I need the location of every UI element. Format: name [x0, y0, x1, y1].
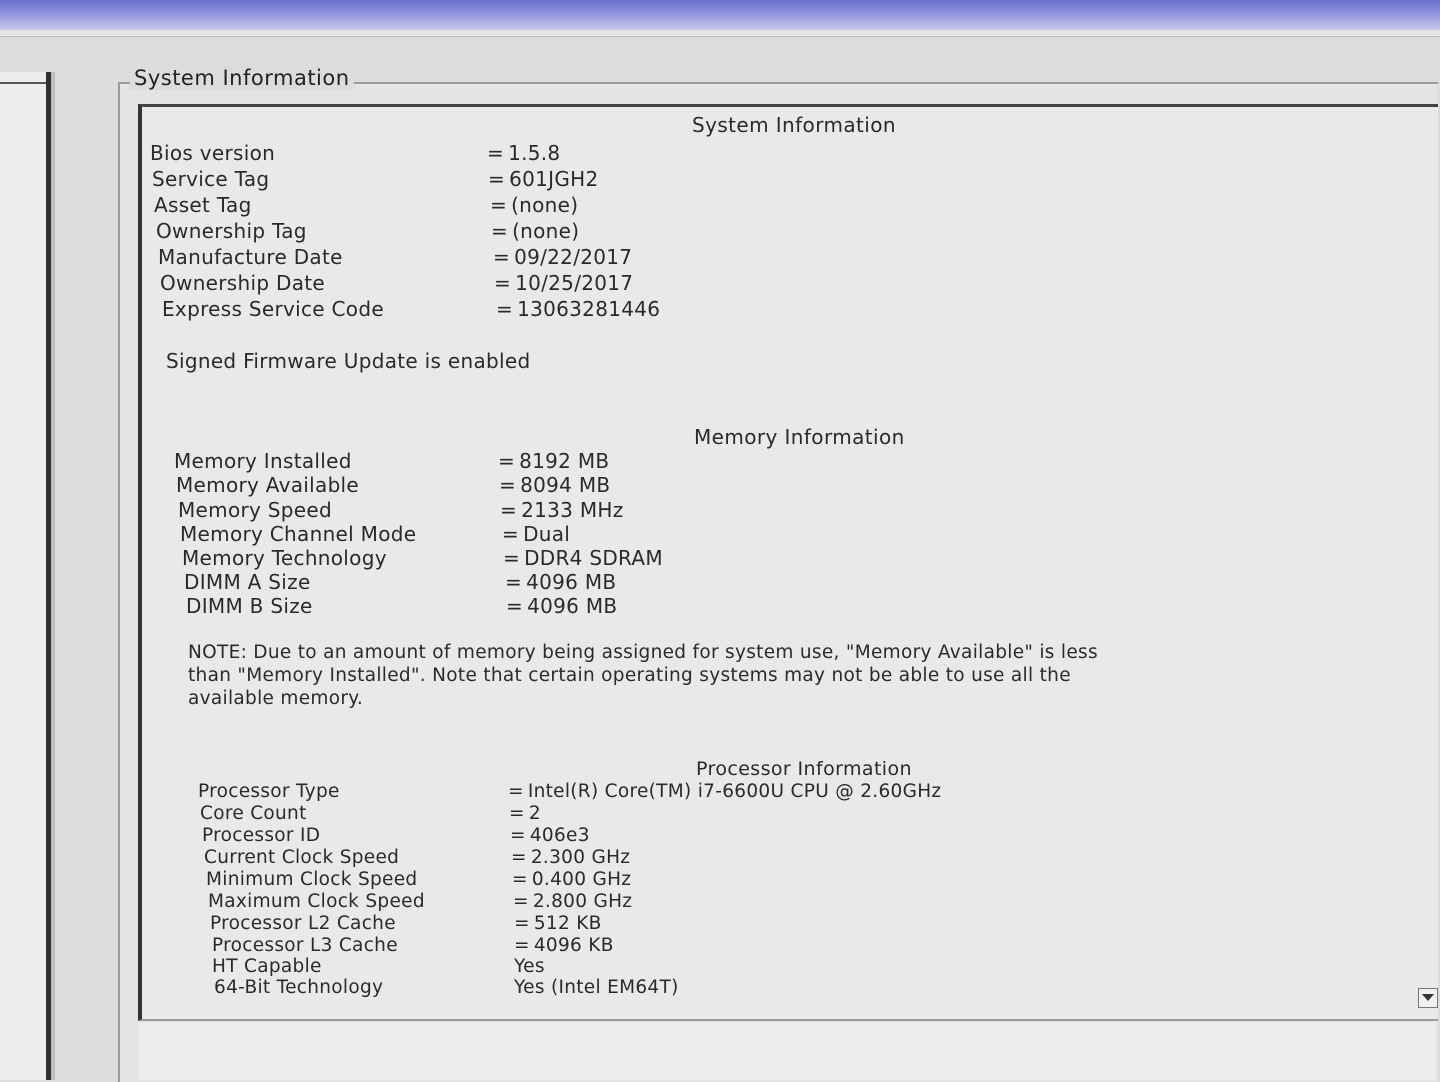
value-text: 4096 KB	[533, 935, 614, 956]
scroll-down-button[interactable]	[1418, 988, 1438, 1008]
value-text: Yes	[514, 956, 545, 977]
equals-sign: =	[514, 935, 530, 956]
information-scroll-area[interactable]	[138, 104, 1438, 1021]
value-text: Intel(R) Core(TM) i7-6600U CPU @ 2.60GHz	[527, 781, 942, 802]
window-title-bar	[0, 0, 1440, 30]
processor-section-title: Processor Information	[696, 758, 912, 780]
row-value	[509, 803, 541, 824]
row-value	[488, 167, 599, 191]
row-label: Core Count	[200, 803, 307, 824]
value-text: 09/22/2017	[514, 245, 633, 269]
equals-sign: =	[511, 847, 527, 868]
row-value	[506, 594, 617, 618]
equals-sign: =	[503, 546, 521, 570]
row-value	[514, 956, 545, 977]
value-text: (none)	[511, 193, 579, 217]
value-text: DDR4 SDRAM	[524, 546, 663, 570]
row-value	[499, 473, 610, 497]
value-text: 2	[528, 803, 541, 824]
value-text: 8094 MB	[520, 473, 611, 497]
value-text: 2133 MHz	[521, 498, 624, 522]
chevron-down-icon	[1422, 994, 1434, 1002]
row-value	[503, 546, 663, 570]
row-value	[494, 271, 633, 295]
value-text: 4096 MB	[527, 594, 618, 618]
equals-sign: =	[488, 167, 506, 191]
bottom-button-area	[138, 1022, 1436, 1080]
equals-sign: =	[493, 245, 511, 269]
equals-sign: =	[494, 271, 512, 295]
row-label: Maximum Clock Speed	[208, 891, 425, 912]
equals-sign: =	[512, 869, 528, 890]
settings-tree-panel[interactable]	[0, 72, 51, 1080]
equals-sign: =	[491, 219, 509, 243]
row-value	[487, 141, 560, 165]
equals-sign: =	[513, 891, 529, 912]
system-section-title: System Information	[692, 113, 896, 137]
row-label: Processor L2 Cache	[210, 913, 396, 934]
row-label: Memory Available	[176, 473, 360, 497]
row-label: Service Tag	[152, 167, 270, 191]
memory-note-line: NOTE: Due to an amount of memory being assigned for system use, "Memory Available" is less	[188, 642, 1098, 663]
row-label: Processor ID	[202, 825, 321, 846]
row-value	[502, 522, 570, 546]
row-value	[514, 935, 614, 956]
value-text: Yes (Intel EM64T)	[514, 977, 679, 998]
row-label: Processor L3 Cache	[212, 935, 398, 956]
value-text: 0.400 GHz	[531, 869, 632, 890]
row-label: Bios version	[150, 141, 276, 165]
row-value	[493, 245, 632, 269]
row-value	[496, 297, 660, 321]
equals-sign: =	[509, 803, 525, 824]
equals-sign: =	[487, 141, 505, 165]
equals-sign: =	[505, 570, 523, 594]
value-text: 601JGH2	[509, 167, 599, 191]
row-label: Memory Installed	[174, 449, 352, 473]
row-label: Minimum Clock Speed	[206, 869, 418, 890]
row-label: Memory Technology	[182, 546, 387, 570]
row-label: Ownership Date	[160, 271, 326, 295]
value-text: 2.800 GHz	[532, 891, 633, 912]
equals-sign: =	[499, 473, 517, 497]
value-text: 8192 MB	[519, 449, 610, 473]
row-value	[490, 193, 578, 217]
value-text: 1.5.8	[508, 141, 561, 165]
value-text: 4096 MB	[526, 570, 617, 594]
value-text: 512 KB	[533, 913, 602, 934]
equals-sign: =	[508, 781, 524, 802]
row-value	[508, 781, 941, 802]
row-value	[491, 219, 579, 243]
value-text: Dual	[523, 522, 571, 546]
row-label: Current Clock Speed	[204, 847, 400, 868]
value-text: 13063281446	[517, 297, 661, 321]
row-value	[500, 498, 624, 522]
equals-sign: =	[514, 913, 530, 934]
row-value	[511, 847, 630, 868]
row-label: Ownership Tag	[156, 219, 307, 243]
title-bar-divider	[0, 30, 1440, 37]
equals-sign: =	[496, 297, 514, 321]
equals-sign: =	[490, 193, 508, 217]
row-label: Asset Tag	[154, 193, 252, 217]
equals-sign: =	[498, 449, 516, 473]
row-value	[513, 891, 632, 912]
row-label: DIMM B Size	[186, 594, 313, 618]
row-label: Memory Channel Mode	[180, 522, 417, 546]
memory-note	[188, 641, 1098, 710]
memory-note-line: available memory.	[188, 688, 364, 709]
tree-panel-divider	[0, 82, 46, 84]
value-text: (none)	[512, 219, 580, 243]
equals-sign: =	[500, 498, 518, 522]
row-label: 64-Bit Technology	[214, 977, 384, 998]
row-value	[514, 913, 602, 934]
value-text: 406e3	[529, 825, 590, 846]
memory-section-title: Memory Information	[694, 425, 905, 449]
row-value	[510, 825, 590, 846]
equals-sign: =	[510, 825, 526, 846]
value-text: 2.300 GHz	[530, 847, 631, 868]
row-label: Manufacture Date	[158, 245, 343, 269]
row-label: Memory Speed	[178, 498, 332, 522]
row-value	[505, 570, 616, 594]
row-label: DIMM A Size	[184, 570, 311, 594]
firmware-status: Signed Firmware Update is enabled	[166, 349, 531, 373]
equals-sign: =	[502, 522, 520, 546]
row-label: HT Capable	[212, 956, 322, 977]
row-value	[514, 977, 679, 998]
row-value	[512, 869, 631, 890]
value-text: 10/25/2017	[515, 271, 634, 295]
row-value	[498, 449, 609, 473]
memory-note-line: than "Memory Installed". Note that certain operating systems may not be able to use all the	[188, 665, 1071, 686]
groupbox-title: System Information	[130, 66, 354, 90]
row-label: Processor Type	[198, 781, 340, 802]
row-label: Express Service Code	[162, 297, 384, 321]
equals-sign: =	[506, 594, 524, 618]
